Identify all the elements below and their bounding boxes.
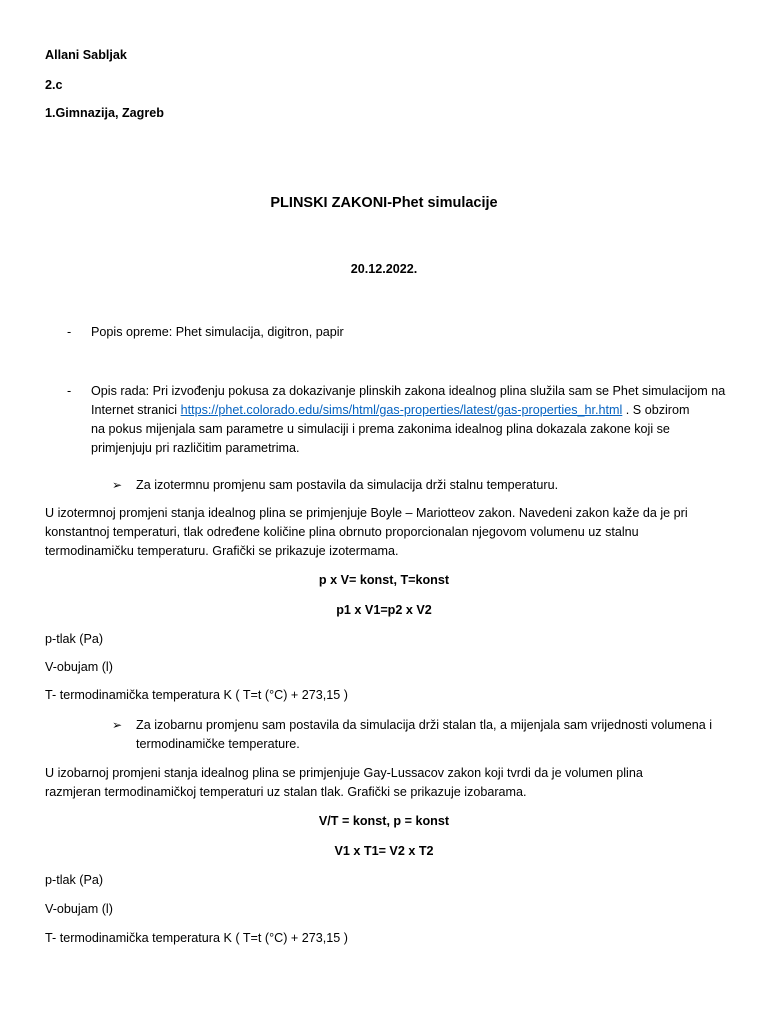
work-description-line [91,401,690,420]
definition-pressure: p-tlak (Pa) [45,632,104,646]
work-description-line: na pokus mijenjala sam parametre u simulaciji i prema zakonima idealnog plina dokazala zakone koji se [91,422,670,436]
isothermal-bullet: Za izotermnu promjenu sam postavila da simulacija drži stalnu temperaturu. [136,478,559,492]
isobaric-bullet-line: Za izobarnu promjenu sam postavila da simulacija drži stalan tla, a mijenjala sam vrijednosti volumena i [136,718,713,732]
dash-bullet: - [67,325,72,339]
equipment-list: Popis opreme: Phet simulacija, digitron, papir [91,325,344,339]
document-date: 20.12.2022. [350,262,418,276]
work-text: Internet stranici [91,403,181,417]
author-name: Allani Sabljak [45,48,127,62]
isobaric-paragraph-line: U izobarnoj promjeni stanja idealnog plina se primjenjuje Gay-Lussacov zakon koji tvrdi da je volumen plina [45,766,643,780]
isothermal-paragraph-line: termodinamičku temperaturu. Grafički se prikazuje izotermama. [45,544,399,558]
isothermal-paragraph-line: konstantnoj temperaturi, tlak određene količine plina obrnuto proporcionalan njegovom volumenu uz stalnu [45,525,639,539]
phet-link[interactable]: https://phet.colorado.edu/sims/html/gas-properties/latest/gas-properties_hr.html [180,403,623,417]
isobaric-paragraph-line: razmjeran termodinamičkoj temperaturi uz stalan tlak. Grafički se prikazuje izobarama. [45,785,527,799]
isobaric-formula: V/T = konst, p = konst [318,814,450,828]
definition-temperature: T- termodinamička temperatura K ( T=t (°C) + 273,15 ) [45,688,348,702]
definition-temperature: T- termodinamička temperatura K ( T=t (°C) + 273,15 ) [45,931,348,945]
page-title: PLINSKI ZAKONI-Phet simulacije [270,195,498,211]
isobaric-bullet-line: termodinamičke temperature. [136,737,300,751]
class-label: 2.c [45,78,63,92]
work-description-line: Opis rada: Pri izvođenju pokusa za dokazivanje plinskih zakona idealnog plina služila sam se Phet simulacijom na [91,384,726,398]
isobaric-formula: V1 x T1= V2 x T2 [334,844,434,858]
work-text: . S obzirom [622,403,690,417]
definition-volume: V-obujam (l) [45,902,113,916]
definition-volume: V-obujam (l) [45,660,113,674]
isothermal-paragraph-line: U izotermnoj promjeni stanja idealnog plina se primjenjuje Boyle – Mariotteov zakon. Navedeni zakon kaže da je pri [45,506,688,520]
work-description-line: primjenjuju pri različitim parametrima. [91,441,300,455]
isothermal-formula: p x V= konst, T=konst [318,573,450,587]
isothermal-formula: p1 x V1=p2 x V2 [336,603,432,617]
arrow-bullet-icon: ➢ [112,478,123,492]
definition-pressure: p-tlak (Pa) [45,873,104,887]
arrow-bullet-icon: ➢ [112,718,123,732]
dash-bullet: - [67,384,72,398]
school-name: 1.Gimnazija, Zagreb [45,106,164,120]
